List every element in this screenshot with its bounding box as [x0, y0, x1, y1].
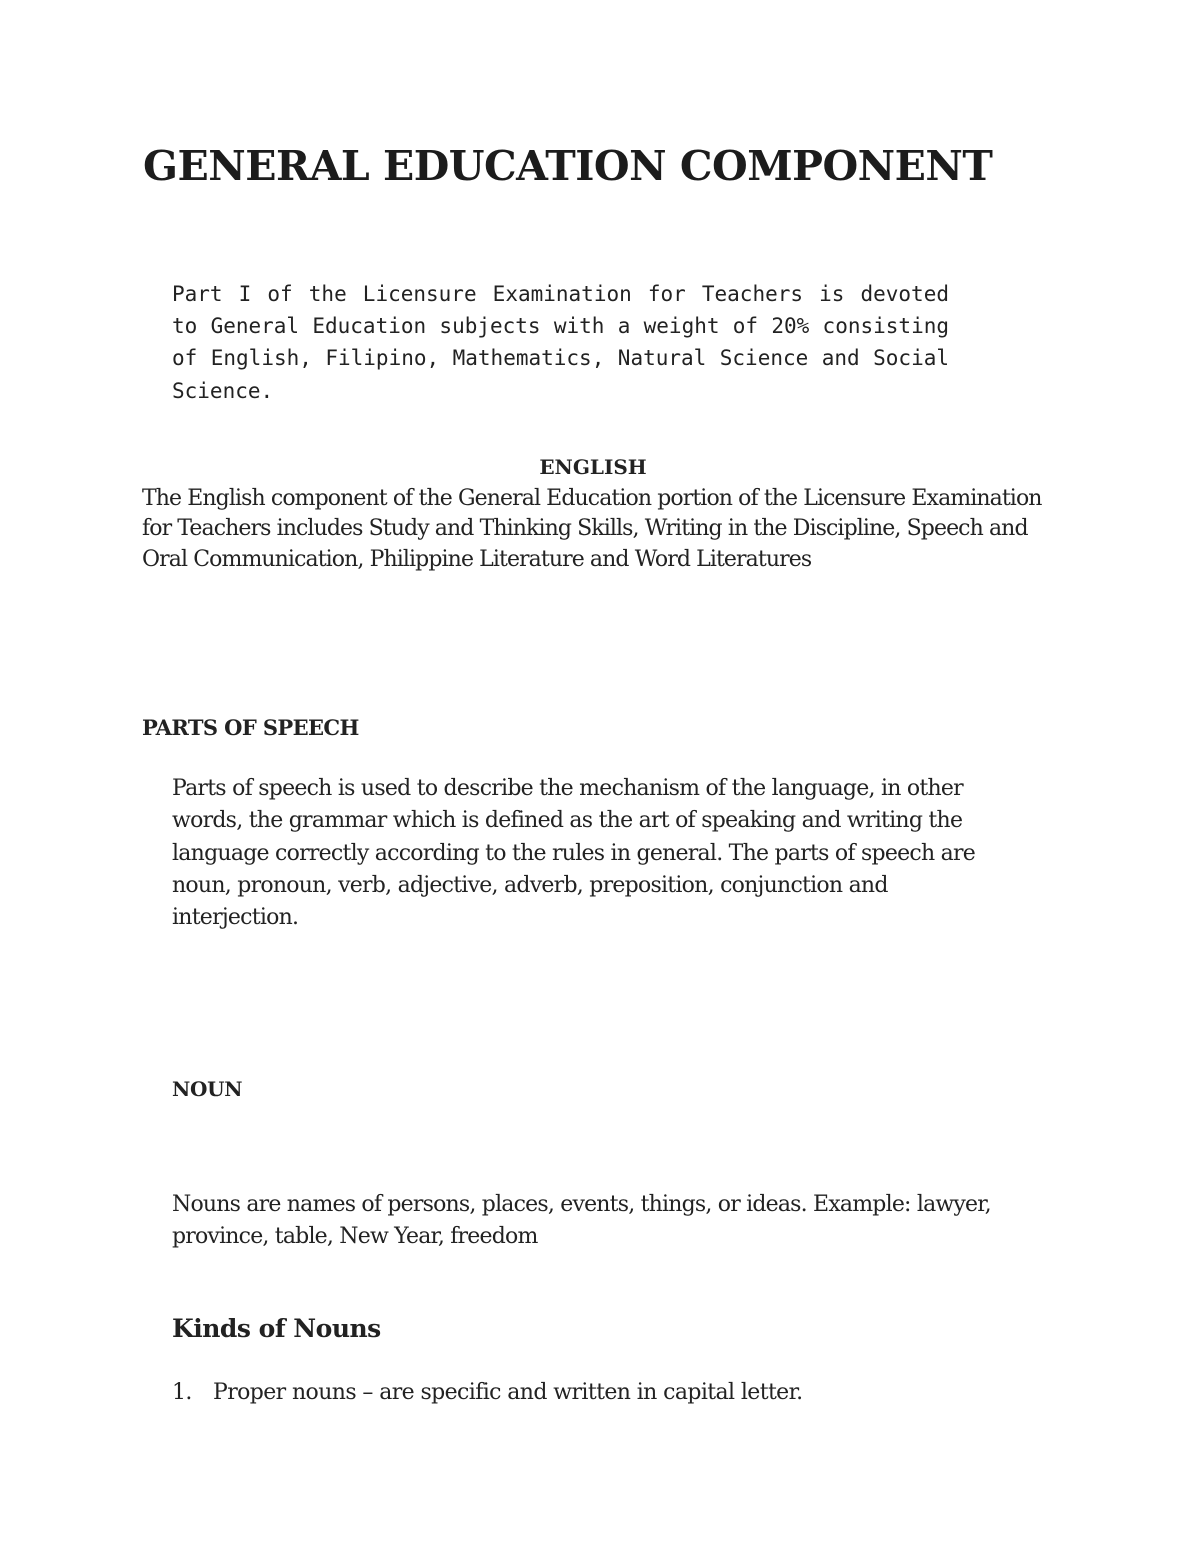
intro-paragraph: Part I of the Licensure Examination for Teachers is devoted to General Education subjects with a weight of 20% consisting of English, Filipino, Mathematics, Natural Science and Social Science.	[172, 282, 949, 403]
noun-heading: NOUN	[172, 1077, 243, 1101]
list-item-number: 1.	[172, 1380, 192, 1405]
list-item	[172, 1377, 803, 1409]
kinds-of-nouns-heading: Kinds of Nouns	[172, 1314, 381, 1343]
parts-of-speech-heading: PARTS OF SPEECH	[142, 715, 359, 740]
english-paragraph: The English component of the General Education portion of the Licensure Examination for Teachers includes Study and Thinking Skills, Writing in the Discipline, Speech and Oral Communication, Philippine Literature and Word Literatures	[142, 486, 1042, 572]
english-heading: ENGLISH	[539, 455, 647, 479]
list-item-text: Proper nouns – are specific and written in capital letter.	[213, 1380, 803, 1405]
document-title: GENERAL EDUCATION COMPONENT	[143, 142, 993, 190]
noun-paragraph: Nouns are names of persons, places, events, things, or ideas. Example: lawyer, province, table, New Year, freedom	[172, 1192, 991, 1250]
parts-of-speech-paragraph: Parts of speech is used to describe the mechanism of the language, in other words, the grammar which is defined as the art of speaking and writing the language correctly according to the rules in general. The parts of speech are noun, pronoun, verb, adjective, adverb, preposition, conjunction and interjection.	[172, 776, 976, 931]
